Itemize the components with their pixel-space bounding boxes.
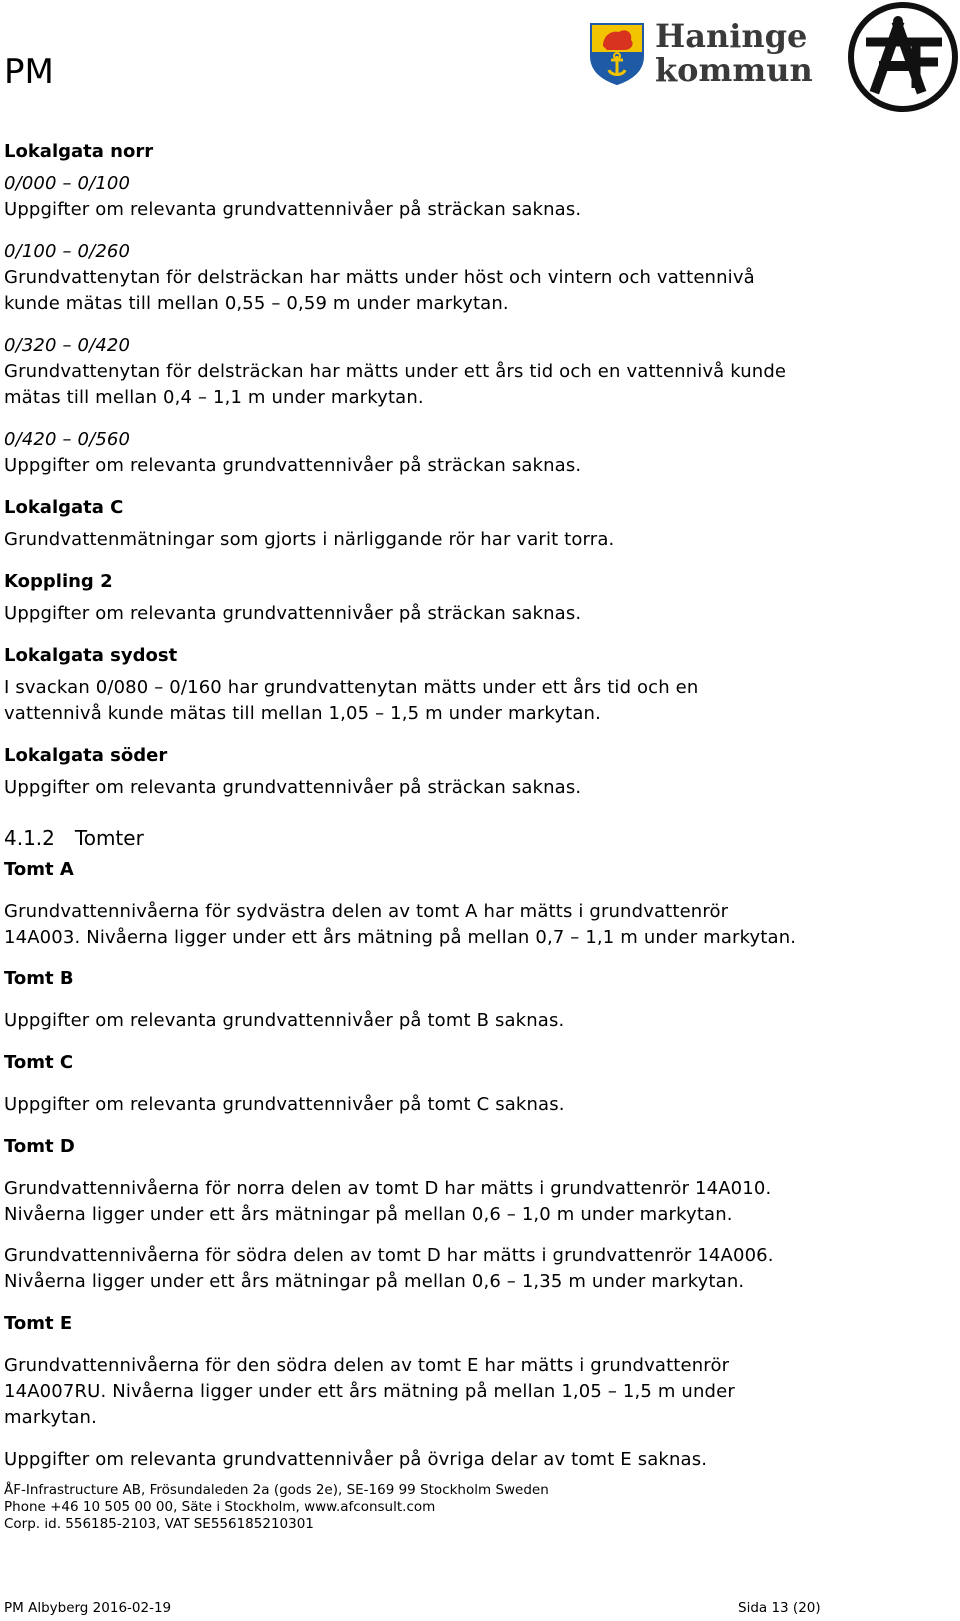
paragraph-text: Uppgifter om relevanta grundvattennivåer på sträckan saknas. bbox=[4, 603, 582, 624]
heading-tomt-c: Tomt C bbox=[4, 1052, 74, 1073]
paragraph-text: Uppgifter om relevanta grundvattennivåer på sträckan saknas. bbox=[4, 455, 582, 476]
af-logo-icon bbox=[846, 0, 960, 114]
footer-corp-id: Corp. id. 556185-2103, VAT SE556185210301 bbox=[4, 1516, 314, 1532]
paragraph-text: 14A003. Nivåerna ligger under ett års mätning på mellan 0,7 – 1,1 m under markytan. bbox=[4, 927, 797, 948]
paragraph-text: Grundvattenytan för delsträckan har mätts under ett års tid och en vattennivå kunde bbox=[4, 361, 787, 382]
paragraph-text: kunde mätas till mellan 0,55 – 0,59 m under markytan. bbox=[4, 293, 509, 314]
paragraph-text: 14A007RU. Nivåerna ligger under ett års mätning på mellan 1,05 – 1,5 m under bbox=[4, 1381, 735, 1402]
section-range: 0/100 – 0/260 bbox=[4, 241, 131, 262]
section-range: 0/420 – 0/560 bbox=[4, 429, 131, 450]
paragraph-text: Grundvattennivåerna för norra delen av tomt D har mätts i grundvattenrör 14A010. bbox=[4, 1178, 772, 1199]
heading-lokalgata-sydost: Lokalgata sydost bbox=[4, 645, 178, 666]
footer-page-number: Sida 13 (20) bbox=[738, 1600, 821, 1616]
paragraph-text: Grundvattenmätningar som gjorts i närliggande rör har varit torra. bbox=[4, 529, 615, 550]
paragraph-text: Grundvattennivåerna för sydvästra delen av tomt A har mätts i grundvattenrör bbox=[4, 901, 729, 922]
subsection-number: 4.1.2 bbox=[4, 826, 55, 850]
heading-lokalgata-soder: Lokalgata söder bbox=[4, 745, 168, 766]
logo-text-haninge: Haninge bbox=[655, 17, 808, 55]
haninge-shield-icon bbox=[589, 22, 645, 86]
heading-tomt-e: Tomt E bbox=[4, 1313, 73, 1334]
heading-tomt-d: Tomt D bbox=[4, 1136, 75, 1157]
section-range: 0/320 – 0/420 bbox=[4, 335, 131, 356]
paragraph-text: Nivåerna ligger under ett års mätningar på mellan 0,6 – 1,35 m under markytan. bbox=[4, 1271, 745, 1292]
paragraph-text: mätas till mellan 0,4 – 1,1 m under markytan. bbox=[4, 387, 424, 408]
heading-tomt-b: Tomt B bbox=[4, 968, 74, 989]
paragraph-text: Grundvattennivåerna för södra delen av tomt D har mätts i grundvattenrör 14A006. bbox=[4, 1245, 774, 1266]
haninge-kommun-logo bbox=[589, 17, 813, 90]
paragraph-text: Grundvattennivåerna för den södra delen av tomt E har mätts i grundvattenrör bbox=[4, 1355, 730, 1376]
paragraph-text: Uppgifter om relevanta grundvattennivåer på tomt C saknas. bbox=[4, 1094, 565, 1115]
paragraph-text: Nivåerna ligger under ett års mätningar på mellan 0,6 – 1,0 m under markytan. bbox=[4, 1204, 733, 1225]
heading-tomt-a: Tomt A bbox=[4, 859, 74, 880]
paragraph-text: Uppgifter om relevanta grundvattennivåer på övriga delar av tomt E saknas. bbox=[4, 1449, 708, 1470]
logo-text-kommun: kommun bbox=[655, 51, 813, 89]
section-range: 0/000 – 0/100 bbox=[4, 173, 131, 194]
footer-address: ÅF-Infrastructure AB, Frösundaleden 2a (gods 2e), SE-169 99 Stockholm Sweden bbox=[4, 1482, 549, 1498]
paragraph-text: markytan. bbox=[4, 1407, 97, 1428]
paragraph-text: I svackan 0/080 – 0/160 har grundvattenytan mätts under ett års tid och en bbox=[4, 677, 699, 698]
paragraph-text: Grundvattenytan för delsträckan har mätts under höst och vintern och vattennivå bbox=[4, 267, 755, 288]
footer-doc-ref: PM Albyberg 2016-02-19 bbox=[4, 1600, 172, 1616]
footer-contact: Phone +46 10 505 00 00, Säte i Stockholm, www.afconsult.com bbox=[4, 1499, 436, 1515]
paragraph-text: Uppgifter om relevanta grundvattennivåer på sträckan saknas. bbox=[4, 199, 582, 220]
subsection-heading bbox=[4, 826, 144, 850]
paragraph-text: vattennivå kunde mätas till mellan 1,05 – 1,5 m under markytan. bbox=[4, 703, 601, 724]
heading-lokalgata-c: Lokalgata C bbox=[4, 497, 124, 518]
heading-lokalgata-norr: Lokalgata norr bbox=[4, 141, 154, 162]
subsection-title: Tomter bbox=[74, 826, 144, 850]
paragraph-text: Uppgifter om relevanta grundvattennivåer på sträckan saknas. bbox=[4, 777, 582, 798]
heading-koppling-2: Koppling 2 bbox=[4, 571, 113, 592]
paragraph-text: Uppgifter om relevanta grundvattennivåer på tomt B saknas. bbox=[4, 1010, 565, 1031]
document-type-label: PM bbox=[4, 52, 54, 92]
